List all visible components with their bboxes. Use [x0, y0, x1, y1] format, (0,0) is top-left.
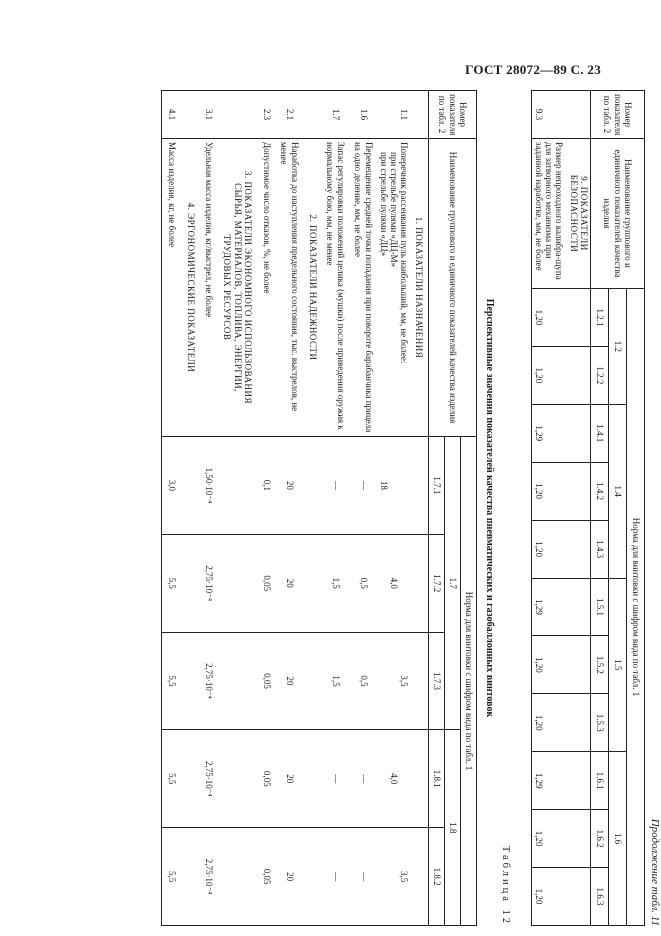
t12-cell: — — [321, 437, 349, 535]
t12-header-name: Наименование группового и единичного показателей качества изделия — [429, 139, 477, 437]
t12-row-name: Удельная масса изделия, кг/выстрел, не более — [199, 139, 217, 437]
t11-cell: 1,20 — [532, 636, 591, 694]
t12-cell: 20 — [275, 534, 303, 632]
page-header: ГОСТ 28072—89 С. 23 — [465, 62, 601, 77]
t12-sub: 1.7.3 — [429, 632, 445, 730]
t11-header-num: Номер показателя по табл. 2 — [591, 91, 645, 139]
t12-cell: — — [321, 828, 349, 926]
t12-sub: 1.7.1 — [429, 437, 445, 535]
t12-cell: 18 — [377, 437, 410, 535]
t11-cell: 1,20 — [532, 868, 591, 926]
t12-row-num: 4.1 — [161, 91, 181, 139]
t12-sub: 1.8.2 — [429, 828, 445, 926]
t12-cell: 3,5 — [377, 632, 410, 730]
t12-cell: — — [349, 730, 377, 828]
t12-cell: 2,75·10⁻⁴ — [199, 632, 217, 730]
t11-cell: 1,29 — [532, 404, 591, 462]
t12-cell: — — [349, 437, 377, 535]
landscape-page — [61, 90, 661, 926]
t11-cell: 1,20 — [532, 346, 591, 404]
t11-sub: 1.2.2 — [591, 346, 609, 404]
t12-cell: 4,0 — [377, 534, 410, 632]
t11-sub: 1.6.3 — [591, 868, 609, 926]
t12-cell: 2,75·10⁻⁴ — [199, 828, 217, 926]
t12-cell: 1,5 — [321, 632, 349, 730]
t12-cell: 2,75·10⁻⁴ — [199, 730, 217, 828]
t12-cell: 5,5 — [161, 730, 181, 828]
t12-cell: 0,5 — [349, 632, 377, 730]
table-11 — [531, 90, 645, 926]
t12-cell: 1,50·10⁻⁴ — [199, 437, 217, 535]
table-12-title: Перспективные значения показателей качества пневматических и газобаллонных винтовок — [484, 298, 495, 718]
t11-cell: 1,20 — [532, 520, 591, 578]
t11-group: 1.5 — [609, 578, 627, 752]
t12-row-name: Перемещение средней точки попадания при повороте барабанчика прицела на одно деление, мм, не более — [349, 139, 377, 437]
t12-sub: 1.7.2 — [429, 534, 445, 632]
t12-row-label: Поперечник рассеивания пуль наибольший, мм, не более: — [399, 142, 410, 364]
t12-group: 1.8 — [445, 730, 461, 926]
t11-sub: 1.2.1 — [591, 289, 609, 347]
t12-cell: 0,05 — [257, 632, 275, 730]
t11-sub: 1.6.1 — [591, 752, 609, 810]
t11-cell: 1,20 — [532, 810, 591, 868]
t11-cell: 1,29 — [532, 578, 591, 636]
t12-sub: 1.8.1 — [429, 730, 445, 828]
t12-section-3: 3. ПОКАЗАТЕЛИ ЭКОНОМНОГО ИСПОЛЬЗОВАНИЯ СЫРЬЯ, МАТЕРИАЛОВ, ТОПЛИВА, ЭНЕРГИИ, ТРУДОВЫХ РЕСУРСОВ — [217, 139, 257, 437]
t12-row-name: Запас регулировки положений целика (мушки) после приведения оружия к нормальному бою, мм, не менее — [321, 139, 349, 437]
t11-cell: 1,20 — [532, 462, 591, 520]
t12-cell: — — [349, 828, 377, 926]
table-12-label: Таблица 12 — [500, 845, 511, 926]
t12-cell: 0,5 — [349, 534, 377, 632]
t11-group: 1.2 — [609, 289, 627, 405]
t11-cell: 1,20 — [532, 694, 591, 752]
t12-cell: 20 — [275, 632, 303, 730]
t11-sub: 1.6.2 — [591, 810, 609, 868]
t12-cell: 1,5 — [321, 534, 349, 632]
t12-section-1: 1. ПОКАЗАТЕЛИ НАЗНАЧЕНИЯ — [411, 139, 429, 437]
t12-cell: 5,5 — [161, 828, 181, 926]
t12-row-num: 1.1 — [377, 91, 410, 139]
t12-row-num: 2.3 — [257, 91, 275, 139]
t12-row-sublabel: при стрельбе пулями «ДЦ» — [378, 152, 389, 257]
t12-cell: 4,0 — [377, 730, 410, 828]
t12-row-name: Масса изделия, кг, не более — [161, 139, 181, 437]
t11-sub: 1.5.3 — [591, 694, 609, 752]
t11-sub: 1.5.1 — [591, 578, 609, 636]
t12-cell: 0,05 — [257, 534, 275, 632]
t11-row-num: 9.3 — [532, 91, 591, 139]
t11-sub: 1.4.1 — [591, 404, 609, 462]
t12-cell: 5,5 — [161, 534, 181, 632]
t11-row-name — [532, 139, 591, 289]
t12-cell: 3,5 — [377, 828, 410, 926]
t12-row-num: 2.1 — [275, 91, 303, 139]
t12-row-num: 1.6 — [349, 91, 377, 139]
t12-cell: 0,05 — [257, 828, 275, 926]
t12-cell: 0,05 — [257, 730, 275, 828]
t12-cell: 3,0 — [161, 437, 181, 535]
t12-row-num: 1.7 — [321, 91, 349, 139]
t12-section-2: 2. ПОКАЗАТЕЛИ НАДЕЖНОСТИ — [303, 139, 321, 437]
t11-group: 1.4 — [609, 404, 627, 578]
t11-section: 9. ПОКАЗАТЕЛИ БЕЗОПАСНОСТИ — [568, 174, 589, 253]
t12-group: 1.7 — [445, 437, 461, 730]
t11-header-name: Наименование группового и единичного показателей качества изделия — [591, 139, 645, 289]
t12-row-num: 3.1 — [199, 91, 217, 139]
t12-row-sublabel: при стрельбе пулями «ДЦ-М» — [389, 152, 400, 268]
t12-row-name: Допустимое число отказов, %, не более — [257, 139, 275, 437]
t12-cell: 0,1 — [257, 437, 275, 535]
t12-cell: — — [321, 730, 349, 828]
t11-row-label: Размер непроходного калибра-щупа для затворного механизма при заданной наработке, мм, не более — [533, 142, 565, 280]
t12-row-name: Наработка до наступления предельного состояния, тыс. выстрелов, не менее — [275, 139, 303, 437]
t11-group: 1.6 — [609, 752, 627, 926]
t12-header-norm: Норма для винтовки с шифром вида по табл. 1 — [461, 437, 477, 926]
t12-section-4: 4. ЭРГОНОМИЧЕСКИЕ ПОКАЗАТЕЛИ — [181, 139, 199, 437]
t12-cell: 2,75·10⁻⁴ — [199, 534, 217, 632]
t11-header-norm: Норма для винтовки с шифром вида по табл. 1 — [627, 289, 645, 926]
continuation-label: Продолжение табл. 11 — [649, 818, 661, 926]
t11-cell: 1,29 — [532, 752, 591, 810]
t12-cell: 20 — [275, 828, 303, 926]
t12-cell: 20 — [275, 437, 303, 535]
t11-sub: 1.4.2 — [591, 462, 609, 520]
t12-row-name — [377, 139, 410, 437]
t12-header-num: Номер показателя по табл. 2 — [429, 91, 477, 139]
t12-cell: 20 — [275, 730, 303, 828]
t11-sub: 1.5.2 — [591, 636, 609, 694]
table-12 — [161, 90, 477, 926]
t11-cell: 1,20 — [532, 289, 591, 347]
t12-cell: 5,5 — [161, 632, 181, 730]
t11-sub: 1.4.3 — [591, 520, 609, 578]
